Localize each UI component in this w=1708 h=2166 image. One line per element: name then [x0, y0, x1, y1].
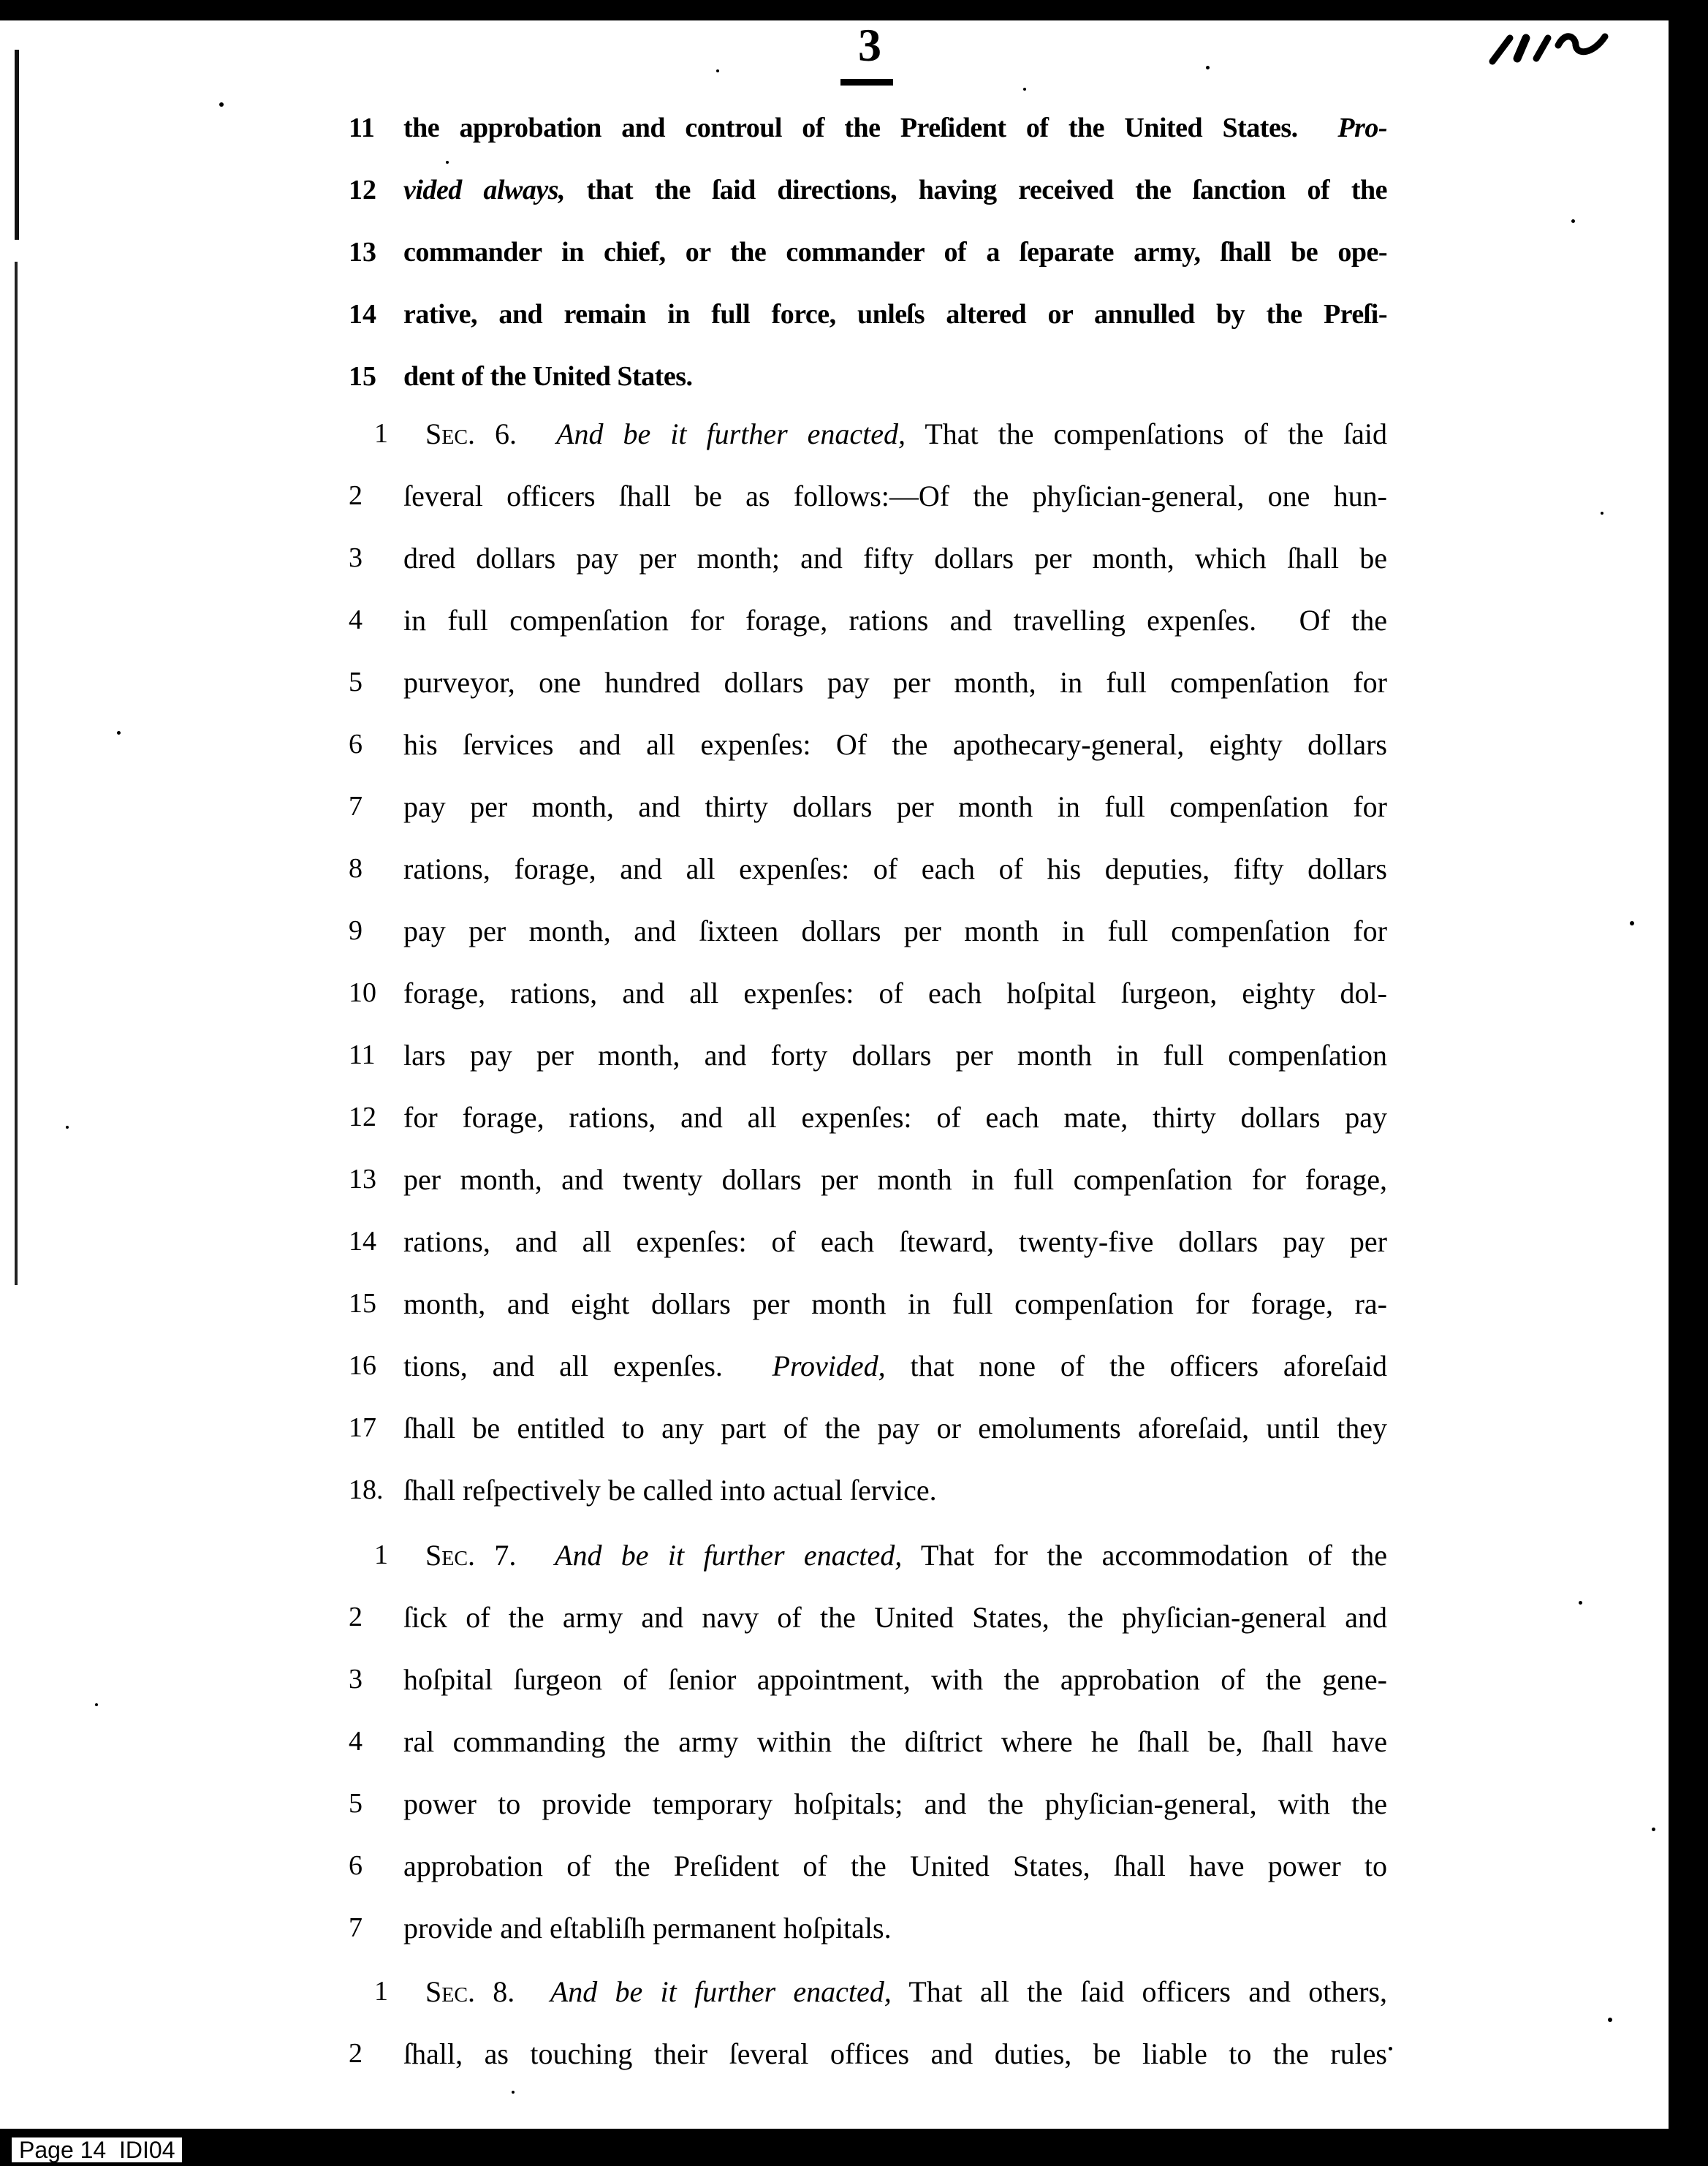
line-text: [403, 900, 1387, 962]
line-number: 12: [349, 175, 376, 205]
text-line: [0, 159, 1389, 221]
text-line: [0, 1335, 1389, 1397]
text-line: [0, 1897, 1389, 1959]
line-text: [403, 962, 1387, 1024]
scan-speck: [1571, 219, 1575, 223]
text-line: [0, 1148, 1389, 1211]
text-line: [0, 589, 1389, 651]
text-segment: his ſervices and all expenſes: Of the apothecary-general, eighty dollars: [403, 728, 1387, 761]
text-line: [0, 651, 1389, 713]
line-text: [403, 1459, 1387, 1521]
text-line: [0, 97, 1389, 159]
line-number: 16: [349, 1350, 376, 1381]
line-text: [403, 651, 1387, 713]
section-heading: Sec. 7.: [425, 1539, 517, 1572]
text-segment: ral commanding the army within the diſtrict where he ſhall be, ſhall have: [403, 1725, 1387, 1758]
text-segment: [516, 1539, 555, 1572]
text-line: [0, 1648, 1389, 1711]
text-segment: power to provide temporary hoſpitals; and the phyſician-general, with the: [403, 1787, 1387, 1820]
text-line: [0, 1773, 1389, 1835]
italic-text: And be it further enacted,: [550, 1975, 892, 2008]
text-line: [0, 284, 1389, 346]
line-number: 4: [349, 1726, 363, 1757]
line-text: [403, 1211, 1387, 1273]
text-line: [0, 403, 1389, 465]
text-segment: approbation of the Preſident of the United States, ſhall have power to: [403, 1849, 1387, 1882]
text-segment: pay per month, and thirty dollars per month in full compenſation for: [403, 790, 1387, 823]
text-segment: rative, and remain in full force, unleſs altered or annulled by the Preſi-: [403, 299, 1387, 330]
line-text: [403, 2023, 1387, 2085]
handwritten-annotation: [1484, 26, 1622, 70]
line-text: [425, 1961, 1387, 2023]
scan-speck: [66, 1126, 69, 1129]
line-number: 1: [374, 1540, 388, 1570]
text-segment: provide and eſtabliſh permanent hoſpitals.: [403, 1912, 892, 1945]
scan-speck: [1652, 1828, 1655, 1831]
text-line: [0, 1459, 1389, 1521]
italic-text: vided always,: [403, 175, 565, 205]
line-number: 14: [349, 299, 376, 330]
text-segment: ſhall be entitled to any part of the pay or emoluments aforeſaid, until they: [403, 1412, 1387, 1444]
line-number: 18.: [349, 1474, 384, 1505]
text-segment: rations, and all expenſes: of each ſteward, twenty-five dollars pay per: [403, 1225, 1387, 1258]
text-line: [0, 346, 1389, 408]
italic-text: And be it further enacted,: [556, 417, 906, 450]
text-segment: That for the accommodation of the: [902, 1539, 1387, 1572]
text-line: [0, 1524, 1389, 1586]
line-text: [403, 346, 1387, 408]
line-number: 3: [349, 1664, 363, 1694]
scan-speck: [95, 1703, 98, 1706]
line-number: 7: [349, 791, 363, 822]
line-text: [403, 1773, 1387, 1835]
text-line: [0, 221, 1389, 284]
text-segment: in full compenſation for forage, rations and travelling expenſes. Of the: [403, 604, 1387, 637]
line-number: 14: [349, 1226, 376, 1257]
line-text: [403, 1148, 1387, 1211]
line-number: 17: [349, 1412, 376, 1443]
text-line: [0, 1024, 1389, 1086]
scan-speck: [219, 102, 224, 107]
text-segment: forage, rations, and all expenſes: of each hoſpital ſurgeon, eighty dol-: [403, 977, 1387, 1010]
text-segment: hoſpital ſurgeon of ſenior appointment, with the approbation of the gene-: [403, 1663, 1387, 1696]
line-number: 5: [349, 667, 363, 697]
line-text: [403, 527, 1387, 589]
italic-text: Provided,: [772, 1349, 886, 1382]
scan-speck: [1023, 88, 1026, 91]
line-text: [425, 403, 1387, 465]
text-line: [0, 1586, 1389, 1648]
line-number: 15: [349, 361, 376, 392]
text-segment: ſhall, as touching their ſeveral offices and duties, be liable to the rules: [403, 2037, 1387, 2070]
italic-text: Pro-: [1337, 113, 1387, 143]
line-text: [403, 776, 1387, 838]
line-number: 4: [349, 605, 363, 635]
page-number-rule: [840, 79, 893, 86]
text-line: [0, 838, 1389, 900]
text-segment: dred dollars pay per month; and fifty dollars per month, which ſhall be: [403, 542, 1387, 575]
line-text: [403, 1897, 1387, 1959]
line-text: [403, 1648, 1387, 1711]
scan-speck: [1206, 66, 1210, 69]
text-segment: ſick of the army and navy of the United States, the phyſician-general and: [403, 1601, 1387, 1634]
text-line: [0, 713, 1389, 776]
line-number: 8: [349, 853, 363, 884]
line-number: 6: [349, 729, 363, 760]
line-number: 13: [349, 1164, 376, 1194]
line-number: 3: [349, 542, 363, 573]
text-line: [0, 1961, 1389, 2023]
scan-speck: [1579, 1601, 1582, 1605]
line-text: [403, 284, 1387, 346]
text-segment: [517, 417, 556, 450]
text-segment: the approbation and controul of the Preſident of the United States.: [403, 113, 1338, 143]
text-segment: month, and eight dollars per month in full compenſation for forage, ra-: [403, 1287, 1387, 1320]
text-segment: ſeveral officers ſhall be as follows:—Of the phyſician-general, one hun-: [403, 480, 1387, 512]
text-segment: purveyor, one hundred dollars pay per month, in full compenſation for: [403, 666, 1387, 699]
text-segment: rations, forage, and all expenſes: of each of his deputies, fifty dollars: [403, 852, 1387, 885]
line-text: [403, 589, 1387, 651]
italic-text: And be it further enacted,: [555, 1539, 903, 1572]
text-segment: dent of the United States.: [403, 361, 693, 392]
line-number: 2: [349, 1602, 363, 1632]
line-number: 11: [349, 113, 375, 143]
scan-speck: [446, 161, 449, 164]
text-line: [0, 527, 1389, 589]
line-text: [403, 1024, 1387, 1086]
text-segment: commander in chief, or the commander of a ſeparate army, ſhall be ope-: [403, 237, 1387, 268]
text-segment: That all the ſaid officers and others,: [891, 1975, 1387, 2008]
section-heading: Sec. 6.: [425, 417, 517, 450]
text-line: [0, 900, 1389, 962]
line-number: 15: [349, 1288, 376, 1319]
line-number: 1: [374, 418, 388, 449]
line-text: [403, 97, 1387, 159]
text-line: [0, 776, 1389, 838]
text-line: [0, 1086, 1389, 1148]
line-text: [403, 1397, 1387, 1459]
line-number: 2: [349, 480, 363, 511]
line-number: 12: [349, 1102, 376, 1132]
scan-speck: [117, 731, 121, 735]
line-text: [403, 1586, 1387, 1648]
line-number: 6: [349, 1850, 363, 1881]
text-line: [0, 465, 1389, 527]
line-number: 9: [349, 915, 363, 946]
scan-speck: [512, 2091, 515, 2094]
line-text: [425, 1524, 1387, 1586]
page-number: 3: [858, 19, 881, 71]
text-line: [0, 1711, 1389, 1773]
line-number: 11: [349, 1040, 376, 1070]
scan-speck: [1389, 2047, 1392, 2050]
line-text: [403, 1086, 1387, 1148]
line-number: 13: [349, 237, 376, 268]
text-line: [0, 2023, 1389, 2085]
line-number: 1: [374, 1976, 388, 2007]
line-text: [403, 1711, 1387, 1773]
line-text: [403, 465, 1387, 527]
text-line: [0, 962, 1389, 1024]
line-text: [403, 838, 1387, 900]
text-segment: That the compenſations of the ſaid: [906, 417, 1387, 450]
text-segment: tions, and all expenſes.: [403, 1349, 773, 1382]
line-number: 2: [349, 2038, 363, 2069]
text-line: [0, 1273, 1389, 1335]
text-segment: per month, and twenty dollars per month in full compenſation for forage,: [403, 1163, 1387, 1196]
text-line: [0, 1397, 1389, 1459]
text-segment: [515, 1975, 550, 2008]
line-text: [403, 159, 1387, 221]
text-segment: ſhall reſpectively be called into actual ſervice.: [403, 1474, 937, 1507]
scan-speck: [1608, 2018, 1612, 2022]
text-segment: lars pay per month, and forty dollars per month in full compenſation: [403, 1039, 1387, 1072]
line-text: [403, 221, 1387, 284]
page-label: Page 14 IDI04: [10, 2136, 183, 2164]
text-segment: that none of the officers aforeſaid: [885, 1349, 1388, 1382]
line-number: 5: [349, 1788, 363, 1819]
line-text: [403, 713, 1387, 776]
scan-speck: [1630, 921, 1634, 925]
line-number: 10: [349, 977, 376, 1008]
text-line: [0, 1211, 1389, 1273]
line-text: [403, 1273, 1387, 1335]
text-line: [0, 1835, 1389, 1897]
text-segment: that the ſaid directions, having received the ſanction of the: [565, 175, 1387, 205]
scan-speck: [716, 69, 719, 72]
line-text: [403, 1835, 1387, 1897]
text-segment: pay per month, and ſixteen dollars per month in full compenſation for: [403, 915, 1387, 947]
scan-speck: [1601, 512, 1603, 515]
section-heading: Sec. 8.: [425, 1975, 515, 2008]
line-text: [403, 1335, 1387, 1397]
line-number: 7: [349, 1912, 363, 1943]
text-segment: for forage, rations, and all expenſes: of each mate, thirty dollars pay: [403, 1101, 1387, 1134]
